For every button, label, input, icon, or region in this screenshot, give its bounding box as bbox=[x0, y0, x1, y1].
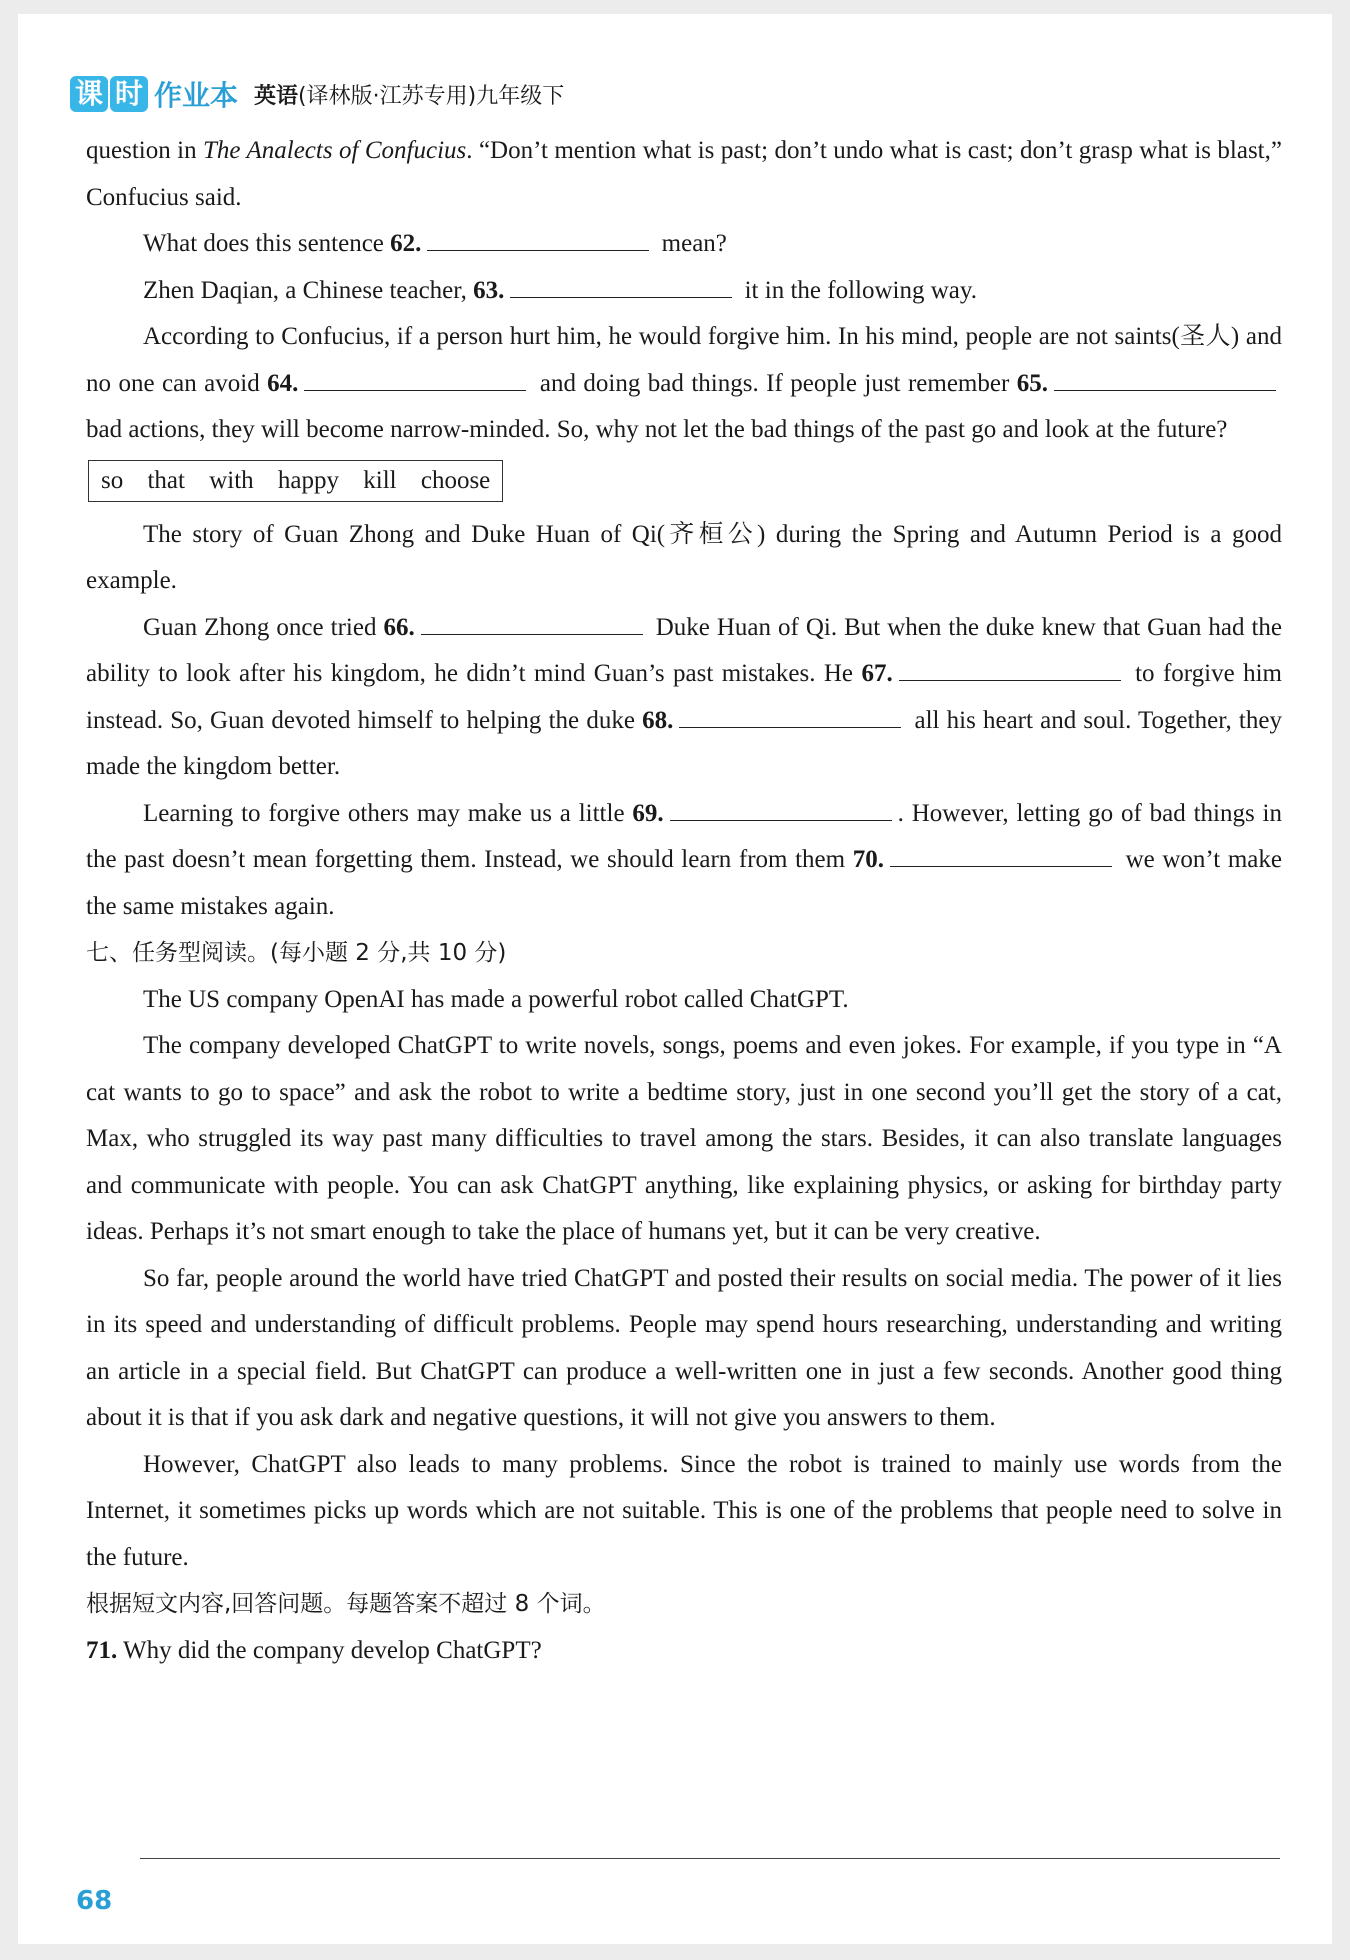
subject-name: 英语 bbox=[254, 83, 299, 109]
question-number: 67. bbox=[861, 660, 893, 687]
answer-line-71[interactable] bbox=[140, 1858, 1280, 1859]
answer-blank-66[interactable] bbox=[421, 610, 643, 635]
question-number: 63. bbox=[473, 276, 505, 304]
subject-label bbox=[254, 79, 564, 110]
question-number: 66. bbox=[383, 613, 415, 641]
text: Guan Zhong once tried bbox=[143, 613, 384, 641]
answer-blank-63[interactable] bbox=[510, 273, 732, 298]
paragraph bbox=[86, 314, 1282, 454]
text: Learning to forgive others may make us a little bbox=[143, 799, 633, 827]
reading-paragraph: The company developed ChatGPT to write novels, songs, poems and even jokes. For example, if you type in “A cat wants to go to space” and ask the robot to write a bedtime story, just in one second you’ll get the story of a cat, Max, who struggled its way past many difficulties to travel among the stars. Besides, it can also translate languages and communicate with people. You can ask ChatGPT anything, like explaining physics, or asking for birthday party ideas. Perhaps it’s not smart enough to take the place of humans yet, but it can be very creative. bbox=[86, 1032, 1282, 1245]
paragraph: The story of Guan Zhong and Duke Huan of Qi(齐桓公) during the Spring and Autumn Period is a good example. bbox=[86, 520, 1282, 594]
page-number: 68 bbox=[76, 1886, 113, 1916]
logo-char: 课 bbox=[70, 76, 108, 112]
text: bad actions, they will become narrow-minded. So, why not let the bad things of the past go and look at the future? bbox=[86, 416, 1228, 443]
instruction-text: 根据短文内容,回答问题。每题答案不超过 8 个词。 bbox=[86, 1591, 606, 1617]
answer-blank-65[interactable] bbox=[1054, 366, 1276, 391]
text: . However, letting go of bad things in the past doesn’t mean forgetting them. Instead, we should learn from them bbox=[86, 799, 1282, 873]
answer-blank-69[interactable] bbox=[670, 796, 892, 821]
paragraph bbox=[86, 268, 1282, 315]
page-header bbox=[70, 74, 564, 114]
text: to forgive him instead. So, Guan devoted himself to helping the duke bbox=[86, 660, 1282, 734]
book-title: The Analects of Confucius bbox=[203, 137, 467, 164]
page-content bbox=[86, 128, 1282, 1674]
text: all his heart and soul. Together, they made the kingdom better. bbox=[86, 706, 1282, 780]
question-71 bbox=[86, 1628, 1282, 1675]
text: mean? bbox=[655, 230, 727, 257]
text: . “Don’t mention what is past; don’t undo what is cast; don’t grasp what is blast,” Confucius said. bbox=[86, 137, 1282, 211]
reading-paragraph: So far, people around the world have tried ChatGPT and posted their results on social media. The power of it lies in its speed and understanding of difficult problems. People may spend hours researching, understanding and writing an article in a special field. But ChatGPT can produce a well-written one in just a few seconds. Another good thing about it is that if you ask dark and negative questions, it will not give you answers to them. bbox=[86, 1264, 1282, 1431]
reading-paragraph: However, ChatGPT also leads to many problems. Since the robot is trained to mainly use words from the Internet, it sometimes picks up words which are not suitable. This is one of the problems that people need to solve in the future. bbox=[86, 1450, 1282, 1571]
logo-subtitle: 作业本 bbox=[154, 79, 239, 112]
question-text: Why did the company develop ChatGPT? bbox=[117, 1636, 542, 1664]
paragraph bbox=[86, 605, 1282, 791]
text: it in the following way. bbox=[738, 276, 977, 304]
answer-blank-68[interactable] bbox=[679, 703, 901, 728]
question-number: 62. bbox=[390, 230, 422, 257]
question-number: 70. bbox=[852, 846, 884, 873]
worksheet-page bbox=[18, 14, 1332, 1944]
paragraph bbox=[86, 221, 1282, 268]
text: Duke Huan of Qi. But when the duke knew that Guan had the ability to look after his kingdom, he didn’t mind Guan’s past mistakes. He bbox=[86, 613, 1282, 687]
reading-paragraph: The US company OpenAI has made a powerful robot called ChatGPT. bbox=[143, 985, 849, 1013]
edition-label: (译林版·江苏专用)九年级下 bbox=[298, 83, 565, 109]
question-number: 65. bbox=[1016, 369, 1048, 397]
text: we won’t make the same mistakes again. bbox=[86, 846, 1282, 920]
word-box-row bbox=[86, 454, 1282, 512]
question-number: 68. bbox=[642, 706, 674, 734]
question-number: 64. bbox=[267, 369, 299, 397]
word-bank-box: so that with happy kill choose bbox=[88, 460, 503, 502]
question-number: 71. bbox=[86, 1636, 118, 1664]
answer-blank-70[interactable] bbox=[890, 842, 1112, 867]
logo-char: 时 bbox=[110, 76, 148, 112]
text: What does this sentence bbox=[143, 230, 391, 257]
text: According to Confucius, if a person hurt him, he would forgive him. In his mind, people are not saints(圣人) and no one can avoid bbox=[86, 323, 1282, 397]
text: question in bbox=[86, 137, 204, 164]
answer-blank-62[interactable] bbox=[427, 226, 649, 251]
paragraph bbox=[86, 128, 1282, 221]
answer-blank-67[interactable] bbox=[899, 656, 1121, 681]
text: Zhen Daqian, a Chinese teacher, bbox=[143, 276, 474, 304]
section-heading: 七、任务型阅读。(每小题 2 分,共 10 分) bbox=[86, 940, 507, 966]
paragraph bbox=[86, 791, 1282, 931]
text: and doing bad things. If people just remember bbox=[532, 369, 1017, 397]
question-number: 69. bbox=[632, 799, 664, 827]
book-logo bbox=[70, 76, 148, 112]
answer-blank-64[interactable] bbox=[304, 366, 526, 391]
